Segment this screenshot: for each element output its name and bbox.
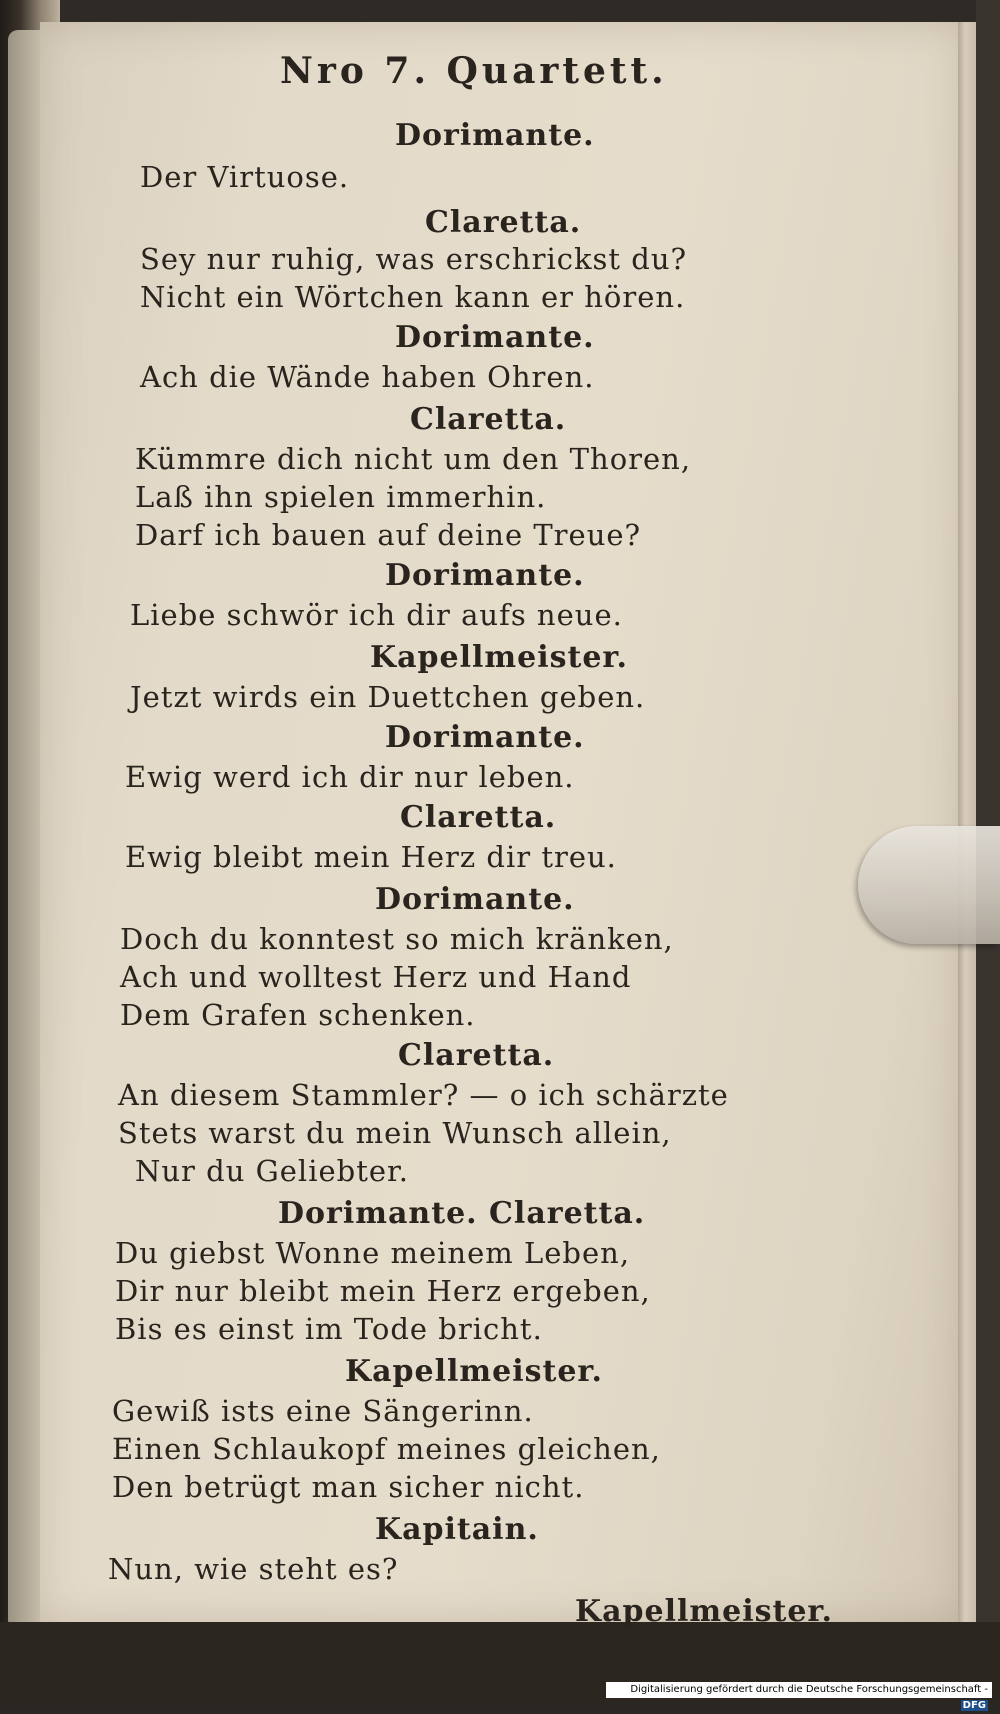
digitization-credit [606, 1682, 992, 1711]
top-background [0, 0, 1000, 22]
verse-line: Bis es einst im Tode bricht. [115, 1312, 543, 1346]
speaker-name: Dorimante. [375, 882, 575, 917]
verse-line: Laß ihn spielen immerhin. [135, 480, 547, 514]
speaker-name: Claretta. [400, 800, 557, 835]
speaker-name: Dorimante. [385, 558, 585, 593]
verse-line: Ach die Wände haben Ohren. [140, 360, 595, 394]
speaker-name: Dorimante. [395, 118, 595, 153]
verse-line: Ach und wolltest Herz und Hand [120, 960, 632, 994]
dfg-logo: DFG [962, 1700, 986, 1711]
verse-line: Kümmre dich nicht um den Thoren, [135, 442, 692, 476]
verse-line: An diesem Stammler? — o ich schärzte [118, 1078, 729, 1112]
verse-line: Einen Schlaukopf meines gleichen, [112, 1432, 661, 1466]
verse-line: Dem Grafen schenken. [120, 998, 476, 1032]
verse-line: Darf ich bauen auf deine Treue? [135, 518, 642, 552]
speaker-name: Claretta. [425, 205, 582, 240]
catchword: Kapellmeister. [575, 1594, 833, 1629]
verse-line: Liebe schwör ich dir aufs neue. [130, 598, 623, 632]
verse-line: Dir nur bleibt mein Herz ergeben, [115, 1274, 651, 1308]
verse-line: Ewig bleibt mein Herz dir treu. [125, 840, 617, 874]
speaker-name: Claretta. [410, 402, 567, 437]
speaker-name: Dorimante. Claretta. [278, 1196, 646, 1231]
speaker-name: Dorimante. [395, 320, 595, 355]
verse-line: Nicht ein Wörtchen kann er hören. [140, 280, 686, 314]
page-heading: Nro 7. Quartett. [280, 50, 668, 92]
verse-line: Sey nur ruhig, was erschrickst du? [140, 242, 688, 276]
verse-line: Stets warst du mein Wunsch allein, [118, 1116, 672, 1150]
verse-line: Der Virtuose. [140, 160, 350, 194]
speaker-name: Claretta. [398, 1038, 555, 1073]
credit-text: Digitalisierung gefördert durch die Deutsche Forschungsgemeinschaft - [630, 1684, 988, 1695]
speaker-name: Dorimante. [385, 720, 585, 755]
verse-line: Doch du konntest so mich kränken, [120, 922, 674, 956]
verse-line: Ewig werd ich dir nur leben. [125, 760, 575, 794]
verse-line: Gewiß ists eine Sängerinn. [112, 1394, 534, 1428]
speaker-name: Kapellmeister. [345, 1354, 603, 1389]
verse-line: Du giebst Wonne meinem Leben, [115, 1236, 631, 1270]
verse-line: Jetzt wirds ein Duettchen geben. [130, 680, 646, 714]
verse-line: Den betrügt man sicher nicht. [112, 1470, 585, 1504]
speaker-name: Kapellmeister. [370, 640, 628, 675]
book-clip [858, 826, 1000, 944]
speaker-name: Kapitain. [375, 1512, 539, 1547]
verse-line: Nur du Geliebter. [135, 1154, 409, 1188]
verse-line: Nun, wie steht es? [108, 1552, 399, 1586]
page-edge [958, 22, 976, 1622]
